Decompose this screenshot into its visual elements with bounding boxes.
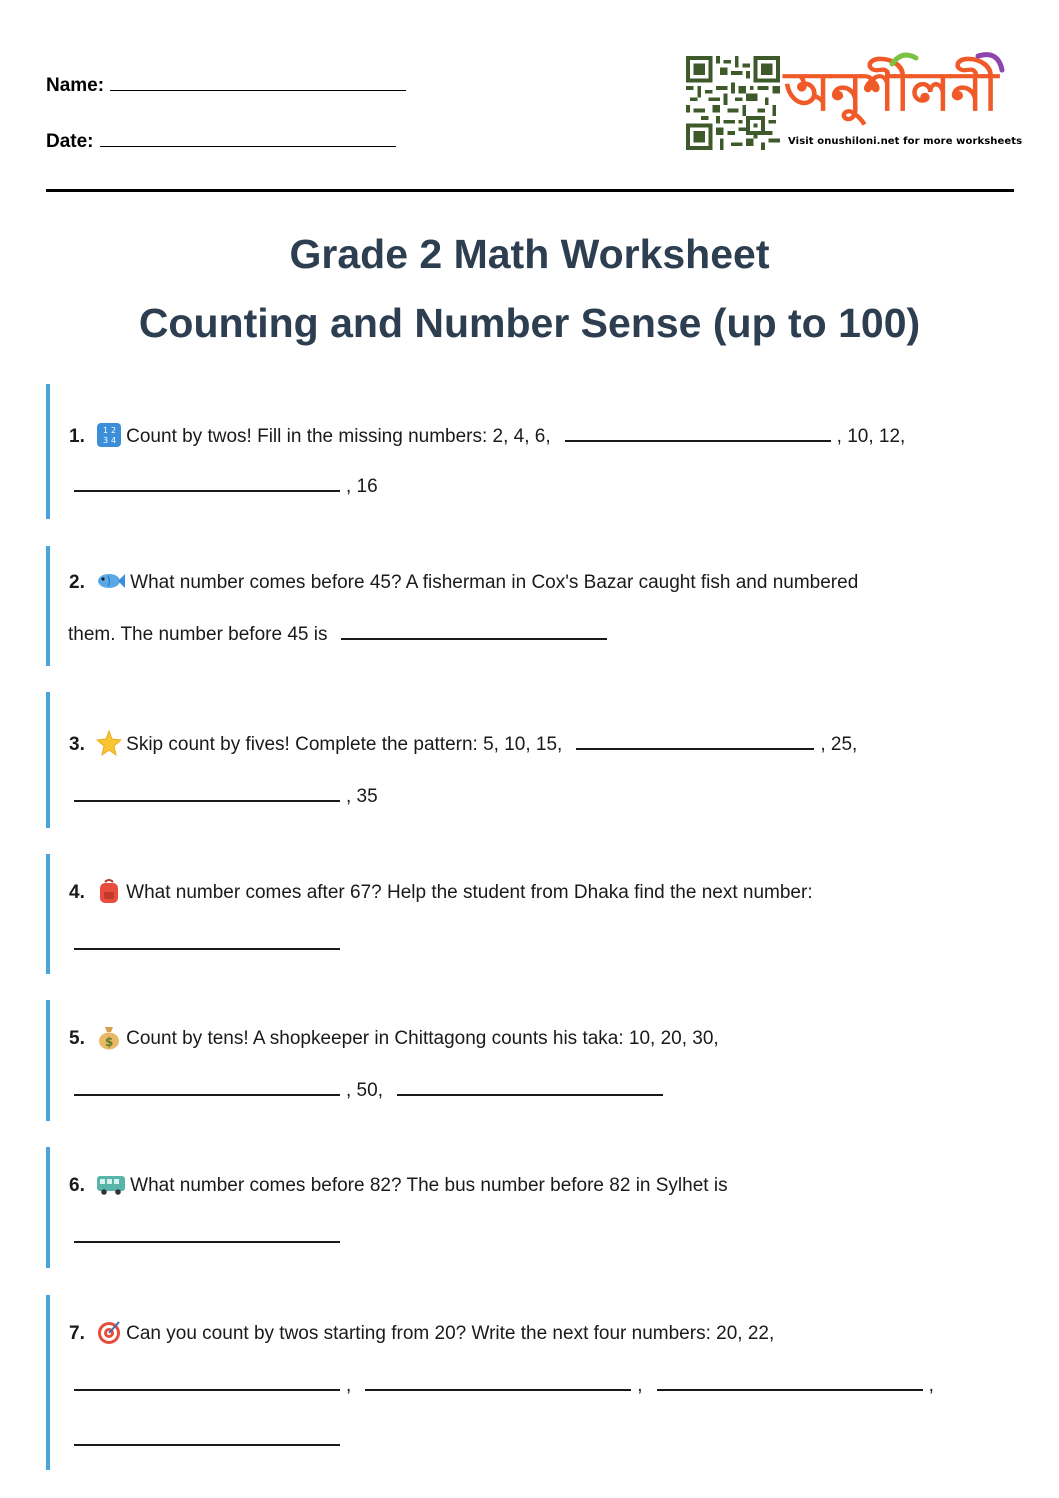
answer-blank[interactable] (74, 1432, 340, 1446)
question-text-after: , 10, 12, (836, 426, 906, 447)
question-2-line-1 (69, 568, 858, 594)
logo-wordmark (782, 46, 1014, 130)
money-bag-icon (96, 1024, 122, 1050)
question-5-line-2 (69, 1080, 669, 1102)
answer-blank[interactable] (365, 1377, 631, 1391)
worksheet-title: Grade 2 Math Worksheet (289, 231, 770, 277)
logo-caption: Visit onushiloni.net for more worksheets (788, 136, 1023, 147)
question-text: Skip count by fives! Complete the pattern: 5, 10, 15, (126, 734, 563, 755)
svg-text:2: 2 (111, 426, 117, 435)
star-icon (96, 730, 122, 756)
question-7-line-1 (69, 1319, 774, 1345)
question-3-line-2 (69, 786, 378, 808)
svg-text:3: 3 (103, 436, 109, 445)
answer-blank[interactable] (74, 936, 340, 950)
bus-icon (96, 1171, 126, 1197)
question-7-line-2 (69, 1375, 934, 1397)
question-text-after: , 35 (346, 786, 378, 807)
question-3 (46, 692, 986, 828)
question-7 (46, 1295, 986, 1470)
question-6-line-1 (69, 1171, 728, 1197)
answer-blank[interactable] (657, 1377, 923, 1391)
question-2 (46, 546, 986, 666)
question-1 (46, 384, 986, 519)
separator: , (928, 1375, 934, 1396)
date-field (46, 128, 396, 153)
question-7-line-3 (69, 1430, 346, 1452)
question-4 (46, 854, 986, 974)
separator: , (637, 1375, 643, 1396)
question-number: 6. (69, 1175, 85, 1196)
svg-text:4: 4 (111, 436, 117, 445)
answer-blank[interactable] (74, 478, 340, 492)
header-divider (46, 189, 1014, 192)
question-6 (46, 1147, 986, 1268)
date-label: Date: (46, 131, 94, 152)
question-6-line-2 (69, 1227, 346, 1249)
answer-blank[interactable] (74, 1082, 340, 1096)
question-number: 1. (69, 426, 85, 447)
question-number: 4. (69, 882, 85, 903)
question-5 (46, 1000, 986, 1121)
question-text: Count by tens! A shopkeeper in Chittagong counts his taka: 10, 20, 30, (126, 1028, 719, 1049)
question-text: Count by twos! Fill in the missing numbers: 2, 4, 6, (126, 426, 551, 447)
question-1-line-2 (69, 476, 378, 498)
question-text-after: , 25, (820, 734, 858, 755)
answer-blank[interactable] (74, 1229, 340, 1243)
svg-text:$: $ (105, 1035, 114, 1049)
question-text: What number comes before 45? A fisherman in Cox's Bazar caught fish and numbered (130, 572, 859, 593)
question-text: What number comes before 82? The bus number before 82 in Sylhet is (130, 1175, 728, 1196)
question-4-line-2 (69, 934, 346, 956)
backpack-icon (96, 878, 122, 904)
question-5-line-1 (69, 1024, 719, 1050)
question-number: 3. (69, 734, 85, 755)
question-text: them. The number before 45 is (68, 624, 328, 645)
answer-blank[interactable] (74, 788, 340, 802)
answer-blank[interactable] (565, 428, 831, 442)
question-text-after: , 16 (346, 476, 378, 497)
separator: , (346, 1375, 352, 1396)
name-label: Name: (46, 75, 105, 96)
answer-blank[interactable] (341, 626, 607, 640)
question-number: 7. (69, 1323, 85, 1344)
logo-text: অনুশীলনী (784, 60, 999, 123)
name-input-line[interactable] (110, 72, 406, 91)
svg-text:1: 1 (103, 426, 109, 435)
name-field (46, 72, 406, 97)
question-1-line-1 (69, 422, 905, 448)
question-text-mid: , 50, (346, 1080, 383, 1101)
worksheet-subtitle: Counting and Number Sense (up to 100) (138, 300, 921, 346)
date-input-line[interactable] (100, 128, 396, 147)
question-number: 5. (69, 1028, 85, 1049)
question-3-line-1 (69, 730, 857, 756)
question-4-line-1 (69, 878, 813, 904)
fish-icon (96, 568, 126, 594)
answer-blank[interactable] (74, 1377, 340, 1391)
answer-blank[interactable] (576, 736, 814, 750)
question-text: Can you count by twos starting from 20? Write the next four numbers: 20, 22, (126, 1323, 775, 1344)
qr-code-icon (686, 56, 780, 150)
answer-blank[interactable] (397, 1082, 663, 1096)
question-2-line-2 (68, 624, 613, 646)
onushiloni-logo (782, 46, 1023, 154)
question-number: 2. (69, 572, 85, 593)
target-icon (96, 1319, 122, 1345)
question-text: What number comes after 67? Help the student from Dhaka find the next number: (126, 882, 813, 903)
numbers-icon (96, 422, 122, 448)
